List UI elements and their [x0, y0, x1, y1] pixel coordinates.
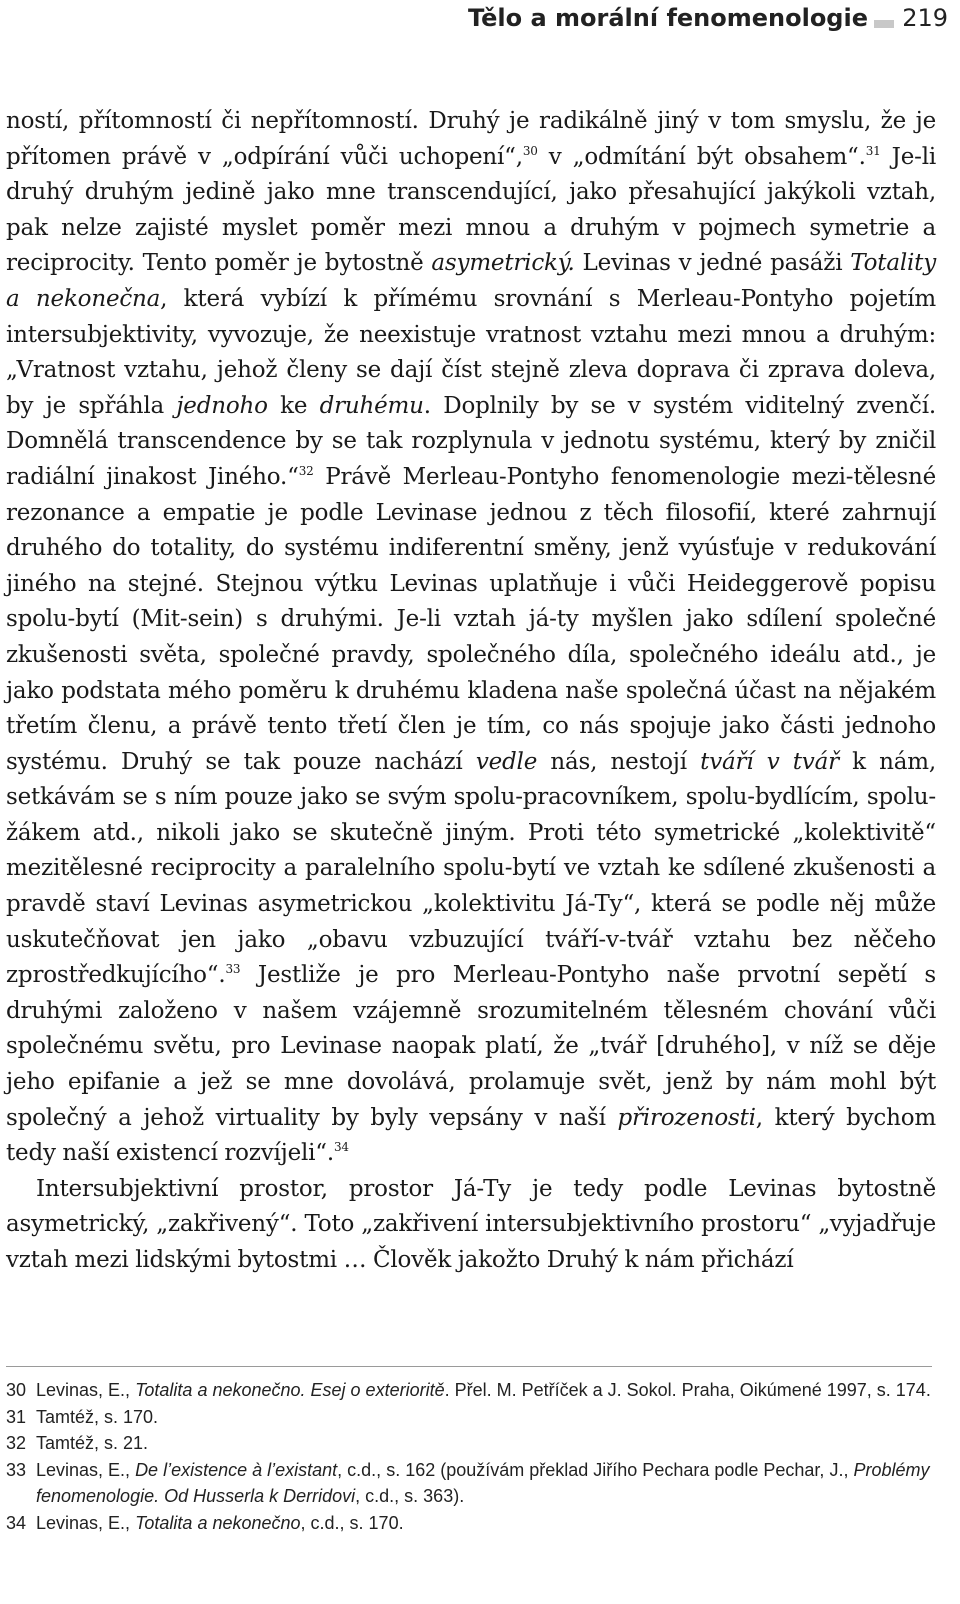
footnote-separator [6, 1366, 932, 1367]
header-separator-mark [874, 20, 894, 28]
footnotes [6, 1378, 936, 1537]
main-text [6, 104, 936, 1279]
italic-text: tváří v tvář [700, 748, 839, 775]
text-run: Levinas, E., [36, 1512, 136, 1533]
footnote [6, 1405, 936, 1431]
footnote [6, 1511, 936, 1537]
text-run: , který bychom tedy naší existencí rozvíjeli“. [6, 1104, 936, 1167]
italic-text: asymetrický. [431, 250, 575, 277]
footnote [6, 1378, 936, 1404]
footnote [6, 1458, 936, 1509]
footnote-number: 32 [6, 1433, 27, 1454]
footnote-number: 33 [6, 1460, 27, 1481]
italic-text: jednoho [176, 392, 268, 419]
text-run: Jestliže je pro Merleau-Pontyho naše prvotní sepětí s druhými založeno v našem vzájemně srozumitelném tělesném chování vůči společnému světu, pro Levinase naopak platí, že „tvář [druhého], v níž se děje jeho epifanie a jež se mne dovolává, prolamuje svět, jenž by nám mohl být společný a jehož virtuality by byly vepsány v naší [6, 962, 936, 1131]
footnote-text [36, 1378, 936, 1404]
text-run: . Doplnily by se v systém viditelný zvenčí. Domnělá transcendence by se tak rozplynula v jednotu systému, který by zničil radiální jinakost Jiného.“ [6, 392, 936, 490]
text-run: v „odmítání být obsahem“. [537, 143, 866, 170]
footnote-reference: 33 [225, 962, 241, 977]
footnote-reference: 32 [298, 463, 314, 478]
text-run: , c.d., s. 363). [355, 1485, 465, 1506]
text-run: Tamtéž, s. 21. [36, 1433, 149, 1454]
footnote [6, 1431, 936, 1457]
footnote-text [36, 1458, 936, 1509]
text-run: ností, přítomností či nepřítomností. Druhý je radikálně jiný v tom smyslu, že je přítomen právě v „odpírání vůči uchopení“, [6, 108, 936, 170]
text-run: Právě Merleau-Pontyho fenomenologie mezi-tělesné rezonance a empatie je podle Levinase jednou z těch filosofií, které zahrnují druhého do totality, do systému indiferentní směny, jenž vyúsťuje v redukování jiného na stejné. Stejnou výtku Levinas uplatňuje i vůči Heideggerově popisu spolu-bytí (Mit-sein) s druhými. Je-li vztah já-ty myšlen jako sdílení společné zkušenosti světa, společné pravdy, společného díla, společného ideálu atd., je jako podstata mého poměru k druhému kladena naše společná účast na nějakém třetím členu, a právě tento třetí člen je tím, co nás spojuje jako části jednoho systému. Druhý se tak pouze nachází [6, 463, 936, 775]
text-run: Levinas v jedné pasáži [574, 250, 851, 277]
footnote-number: 31 [6, 1406, 27, 1427]
italic-text: Totalita a nekonečno. Esej o exterioritě [135, 1380, 445, 1400]
text-run: , která vybízí k přímému srovnání s Merleau-Pontyho pojetím intersubjektivity, vyvozuje, že neexistuje vratnost vztahu mezi mnou a druhým: „Vratnost vztahu, jehož členy se dají číst stejně zleva doprava či zprava doleva, by je spřáhla [6, 285, 936, 419]
italic-text: Totality a nekonečna [6, 250, 936, 312]
footnote-reference: 31 [865, 143, 881, 158]
paragraph [6, 1172, 936, 1279]
italic-text: Totalita a nekonečno [135, 1512, 301, 1533]
text-run: Intersubjektivní prostor, prostor Já-Ty je tedy podle Levinas bytostně asymetrický, „zakřivený“. Toto „zakřivení intersubjektivního prostoru“ „vyjadřuje vztah mezi lidskými bytostmi … Člověk jakožto Druhý k nám přichází [6, 1175, 936, 1273]
footnote-reference: 34 [333, 1140, 349, 1155]
text-run: Levinas, E., [36, 1460, 136, 1481]
text-run: . Přel. M. Petříček a J. Sokol. Praha, Oikúmené 1997, s. 174. [444, 1380, 931, 1400]
text-run: nás, nestojí [537, 748, 701, 775]
italic-text: druhému [319, 392, 424, 419]
footnote-text [36, 1511, 936, 1537]
italic-text: vedle [475, 748, 538, 775]
footnote-text [36, 1431, 936, 1457]
page-number: 219 [902, 4, 948, 32]
text-run: Tamtéž, s. 170. [36, 1406, 159, 1427]
text-run: , c.d., s. 170. [300, 1512, 404, 1533]
text-run: k nám, setkávám se s ním pouze jako se svým spolu-pracovníkem, spolu-bydlícím, spolu-žákem atd., nikoli jako se skutečně jiným. Proti této symetrické „kolektivitě“ mezitělesné reciprocity a paralelního spolu-bytí ve vztah ke sdílené zkušenosti a pravdě staví Levinas asymetrickou „kolektivitu Já-Ty“, která se podle něj může uskutečňovat jen jako „obavu vzbuzující tváří-v-tvář vztahu bez něčeho zprostředkujícího“. [6, 748, 937, 989]
italic-text: De l’existence à l’existant [135, 1460, 338, 1481]
running-title: Tělo a morální fenomenologie [467, 4, 868, 32]
text-run: Levinas, E., [36, 1380, 136, 1400]
footnote-number: 34 [6, 1512, 27, 1533]
italic-text: Problémy fenomenologie. Od Husserla k Derridovi [36, 1460, 930, 1506]
paragraph [6, 104, 936, 1172]
running-header [0, 0, 960, 48]
footnote-text [36, 1405, 936, 1431]
text-run: , c.d., s. 162 (používám překlad Jiřího Pechara podle Pechar, J., [337, 1460, 854, 1481]
footnote-reference: 30 [522, 143, 538, 158]
italic-text: přirozenosti [617, 1104, 756, 1131]
footnote-number: 30 [6, 1380, 27, 1400]
text-run: Je-li druhý druhým jedině jako mne transcendující, jako přesahující jakýkoli vztah, pak nelze zajisté myslet poměr mezi mnou a druhým v pojmech symetrie a reciprocity. Tento poměr je bytostně [6, 143, 936, 277]
text-run: ke [267, 392, 320, 419]
